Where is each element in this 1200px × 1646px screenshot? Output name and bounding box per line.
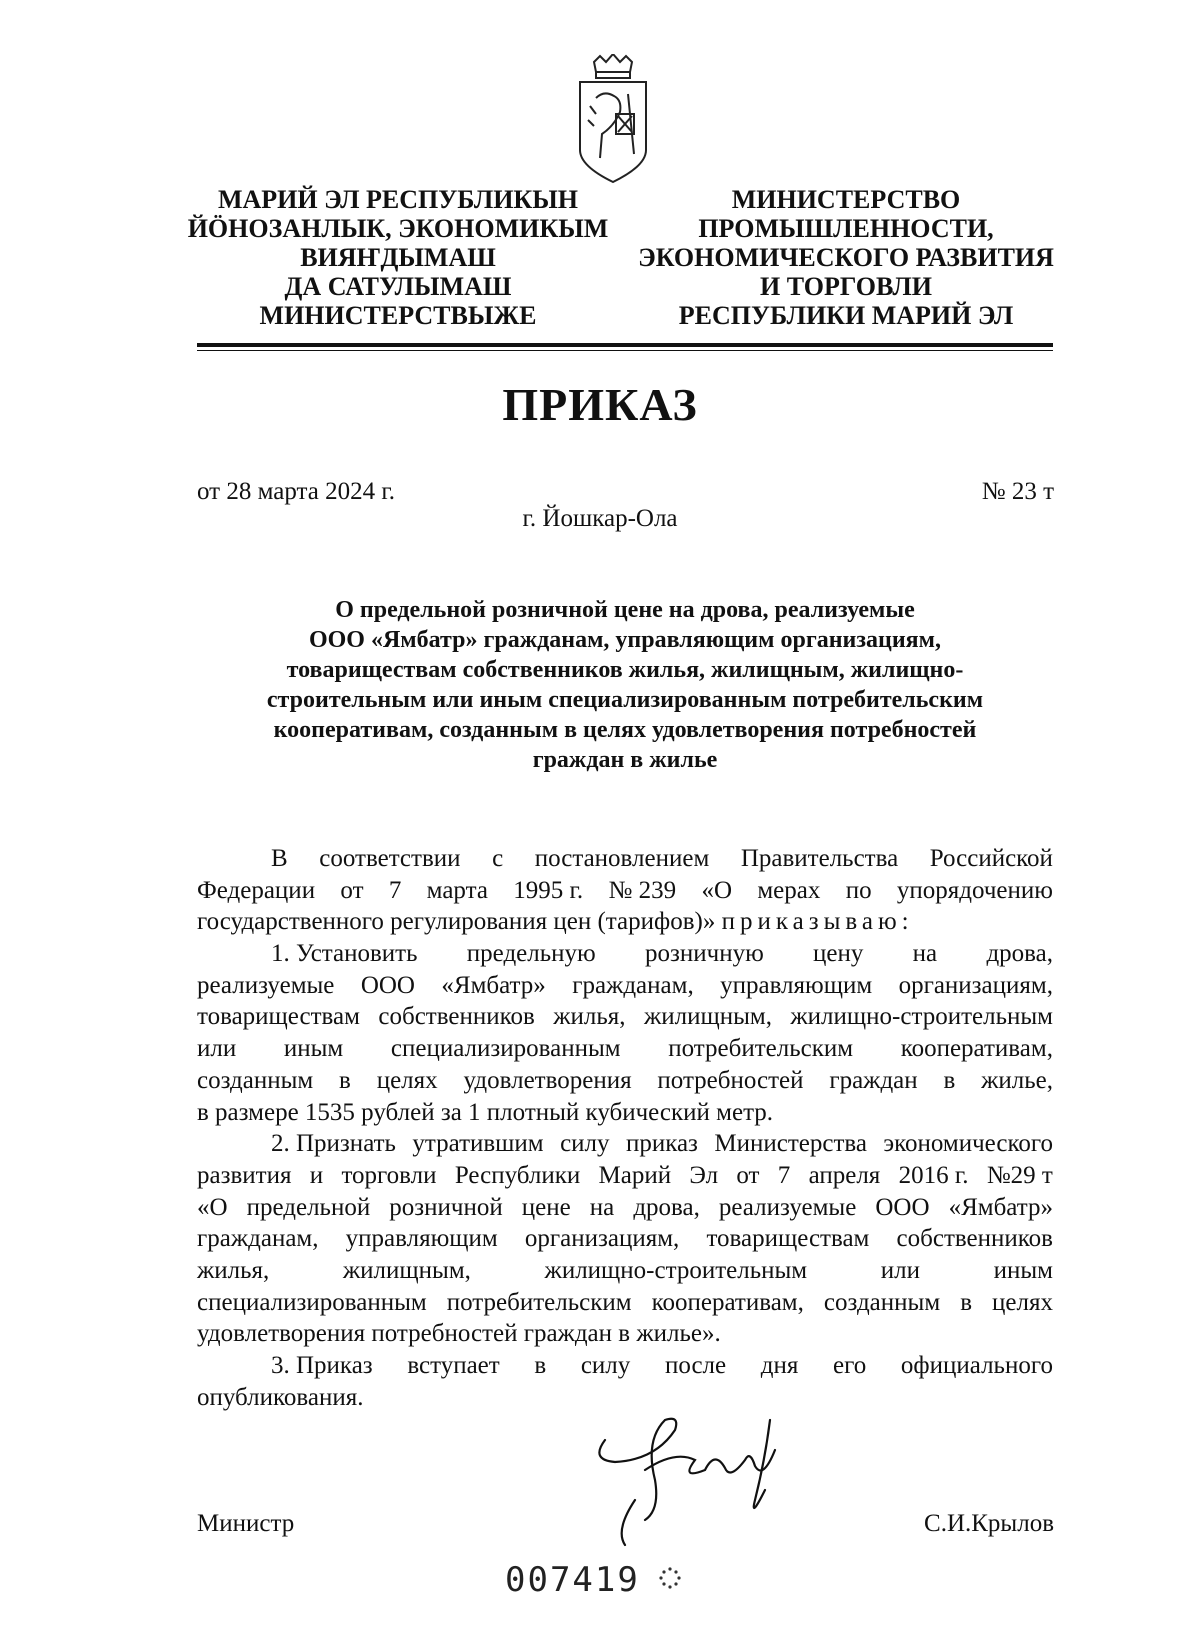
subject-line: граждан в жилье xyxy=(532,747,718,773)
body-word: или xyxy=(197,1035,237,1063)
body-word: жилищным, xyxy=(643,1003,772,1031)
body-word: цене xyxy=(521,1193,571,1221)
body-word: приказ xyxy=(625,1130,698,1158)
body-word: специализированным xyxy=(197,1288,427,1316)
subject-line: О предельной розничной цене на дрова, реализуемые xyxy=(335,597,915,623)
body-word: «О xyxy=(197,1193,228,1221)
body-word: с xyxy=(492,845,504,872)
body-word: созданным xyxy=(197,1066,314,1094)
body-word: иным xyxy=(993,1256,1053,1284)
body-word: «Ямбатр» xyxy=(948,1193,1053,1221)
body-word: Марий xyxy=(598,1161,672,1189)
body-text: государственного регулирования цен (тарифов)» xyxy=(197,908,716,936)
body-word: Эл xyxy=(689,1161,719,1189)
body-line xyxy=(197,1065,1053,1097)
body-word: ООО xyxy=(875,1193,930,1221)
body-line xyxy=(197,1128,1053,1160)
body-line xyxy=(197,1097,1053,1129)
body-word: управляющим xyxy=(720,971,873,999)
body-word: реализуемые xyxy=(718,1193,857,1221)
body-word: 2. Признать xyxy=(271,1130,396,1158)
body-word: экономического xyxy=(883,1130,1053,1158)
coat-of-arms-emblem xyxy=(574,54,652,186)
body-word: «О xyxy=(701,876,733,904)
body-word: на xyxy=(912,940,938,968)
body-word: иным xyxy=(283,1035,344,1063)
body-line xyxy=(197,1287,1053,1319)
body-word: «Ямбатр» xyxy=(441,971,546,999)
body-word: на xyxy=(589,1193,615,1221)
body-word: в xyxy=(960,1288,972,1316)
body-word: цену xyxy=(813,940,864,968)
body-word: товариществам xyxy=(197,1003,360,1031)
body-text: удовлетворения потребностей граждан в жилье». xyxy=(197,1320,721,1348)
body-word: развития xyxy=(197,1161,292,1189)
subject-line: кооперативам, созданным в целях удовлетворения потребностей xyxy=(273,717,977,743)
header-left-line: ЙӦНОЗАНЛЫК, ЭКОНОМИКЫМ xyxy=(187,214,609,243)
body-word: потребительским xyxy=(668,1035,854,1063)
body-word: жилья, xyxy=(553,1003,626,1031)
body-word: жилищно-строительным xyxy=(790,1003,1053,1031)
body-word: организациям, xyxy=(524,1225,680,1253)
body-word: его xyxy=(833,1352,867,1379)
body-word: силу xyxy=(580,1352,631,1379)
body-word: от xyxy=(736,1161,760,1189)
body-word: и xyxy=(309,1161,324,1189)
subject-line: товариществам собственников жилья, жилищным, жилищно- xyxy=(286,657,964,683)
body-word: упорядочению xyxy=(896,876,1053,904)
signatory-position: Министр xyxy=(197,1510,295,1537)
body-line xyxy=(197,1001,1053,1033)
document-city: г. Йошкар-Ола xyxy=(522,505,678,532)
body-line xyxy=(197,970,1053,1002)
body-word: торговли xyxy=(341,1161,437,1189)
body-word: после xyxy=(664,1352,727,1379)
body-line xyxy=(197,906,1053,938)
body-word: товариществам xyxy=(706,1225,870,1253)
body-word: 3. Приказ xyxy=(271,1352,373,1379)
body-word: вступает xyxy=(407,1352,500,1379)
body-word: собственников xyxy=(378,1003,535,1031)
body-word: специализированным xyxy=(390,1035,621,1063)
body-word: предельной xyxy=(246,1193,371,1221)
header-right-line: ЭКОНОМИЧЕСКОГО РАЗВИТИЯ xyxy=(638,243,1054,272)
body-word: гражданам, xyxy=(197,1225,319,1253)
body-word: силу xyxy=(560,1130,610,1158)
body-word: 2016 г. xyxy=(898,1161,969,1189)
body-word: реализуемые xyxy=(197,971,335,999)
body-word: в xyxy=(943,1066,956,1094)
body-word: организациям, xyxy=(898,971,1053,999)
subject-line: ООО «Ямбатр» гражданам, управляющим организациям, xyxy=(308,627,942,653)
header-right-line: ПРОМЫШЛЕННОСТИ, xyxy=(698,214,994,243)
header-left-line: ВИЯҤДЫМАШ xyxy=(300,243,496,272)
body-word: потребительским xyxy=(446,1288,632,1316)
body-line xyxy=(197,843,1053,875)
body-word: по xyxy=(845,876,872,904)
body-word: марта xyxy=(426,876,488,904)
body-line xyxy=(197,938,1053,970)
body-word: Федерации xyxy=(197,876,316,904)
body-word: целях xyxy=(992,1288,1053,1316)
body-word: № 239 xyxy=(608,876,677,904)
body-word: мерах xyxy=(757,876,821,904)
serial-number: 007419 xyxy=(505,1560,640,1600)
document-number: № 23 т xyxy=(981,478,1054,505)
body-word: ООО xyxy=(360,971,415,999)
body-word: управляющим xyxy=(345,1225,498,1253)
header-divider-thick xyxy=(197,343,1053,347)
body-word: гражданам, xyxy=(572,971,694,999)
body-word: кооперативам, xyxy=(651,1288,804,1316)
body-word: или xyxy=(880,1256,920,1284)
body-word: потребностей xyxy=(657,1066,804,1094)
body-word: в xyxy=(339,1066,351,1094)
header-right-line: РЕСПУБЛИКИ МАРИЙ ЭЛ xyxy=(678,301,1014,330)
body-line xyxy=(197,1223,1053,1255)
body-word: жилье, xyxy=(981,1066,1053,1094)
body-line xyxy=(197,1160,1053,1192)
body-word: от xyxy=(340,876,364,904)
body-word: жилья, xyxy=(197,1256,270,1284)
body-word: соответствии xyxy=(319,845,461,872)
stamp-dots-icon xyxy=(658,1566,682,1590)
subject-line: строительным или иным специализированным потребительским xyxy=(266,687,984,713)
body-word: 7 xyxy=(388,876,402,904)
document-date: от 28 марта 2024 г. xyxy=(197,478,396,505)
header-right-line: И ТОРГОВЛИ xyxy=(760,272,932,301)
body-line xyxy=(197,1318,1053,1350)
body-word: официального xyxy=(900,1352,1053,1379)
body-word: в xyxy=(534,1352,547,1379)
body-word: постановлением xyxy=(534,845,710,872)
body-line xyxy=(197,1033,1053,1065)
handwritten-signature xyxy=(585,1400,815,1550)
body-word: жилищным, xyxy=(342,1256,471,1284)
body-line xyxy=(197,1192,1053,1224)
header-divider-thin xyxy=(197,350,1053,351)
body-line xyxy=(197,875,1053,907)
document-body xyxy=(197,843,1053,1413)
body-word: предельную xyxy=(466,940,596,968)
header-left-line: МАРИЙ ЭЛ РЕСПУБЛИКЫН xyxy=(217,185,579,214)
body-word: розничную xyxy=(644,940,764,968)
body-word: В xyxy=(271,845,288,872)
document-title: ПРИКАЗ xyxy=(502,379,698,430)
body-word: дня xyxy=(760,1352,799,1379)
header-left-line: МИНИСТЕРСТВЫЖЕ xyxy=(259,301,537,330)
body-word: Министерства xyxy=(714,1130,867,1158)
body-word: 1. Установить xyxy=(271,940,418,968)
header-left-ministry-name-mari xyxy=(178,185,618,330)
body-word: розничной xyxy=(389,1193,503,1221)
body-word: Российской xyxy=(929,845,1053,872)
header-left-line: ДА САТУЛЫМАШ xyxy=(284,272,512,301)
body-text-spaced: приказываю: xyxy=(721,908,914,936)
header-right-ministry-name-russian xyxy=(626,185,1066,330)
body-word: созданным xyxy=(823,1288,941,1316)
body-text: опубликования. xyxy=(197,1383,364,1411)
body-word: утратившим xyxy=(412,1130,544,1158)
body-word: кооперативам, xyxy=(900,1035,1053,1063)
body-word: Республики xyxy=(454,1161,581,1189)
body-word: 1995 г. xyxy=(513,876,584,904)
body-word: 7 xyxy=(777,1161,791,1189)
body-word: жилищно-строительным xyxy=(544,1256,808,1284)
body-word: удовлетворения xyxy=(463,1066,632,1094)
body-word: Правительства xyxy=(740,845,899,872)
body-word: дрова, xyxy=(633,1193,700,1221)
signatory-name: С.И.Крылов xyxy=(924,1510,1054,1537)
body-word: граждан xyxy=(829,1066,918,1094)
header-right-line: МИНИСТЕРСТВО xyxy=(731,185,961,214)
body-line xyxy=(197,1255,1053,1287)
body-word: собственников xyxy=(896,1225,1053,1253)
body-word: №29 т xyxy=(986,1161,1053,1189)
document-subject xyxy=(197,595,1053,775)
body-word: апреля xyxy=(808,1161,881,1189)
body-line xyxy=(197,1350,1053,1382)
body-text: в размере 1535 рублей за 1 плотный кубический метр. xyxy=(197,1098,774,1126)
body-word: дрова, xyxy=(986,940,1053,968)
body-word: целях xyxy=(376,1066,438,1094)
